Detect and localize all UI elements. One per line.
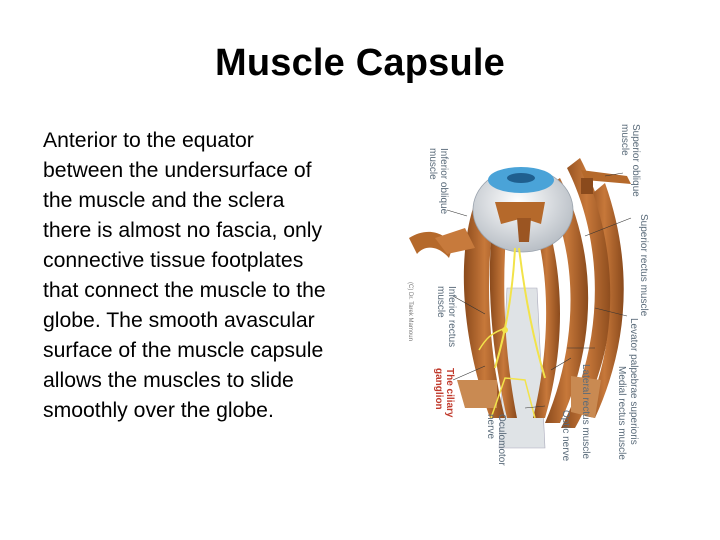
label-optic-nerve: Optic nerve <box>560 410 571 462</box>
label-medial-rectus: Medial rectus muscle <box>616 366 627 460</box>
body-line: connective tissue footplates <box>43 249 304 272</box>
label-lateral-rectus: Lateral rectus muscle <box>580 364 591 460</box>
label-ciliary-ganglion: The ciliary ganglion <box>433 368 455 418</box>
body-line: the muscle and the sclera <box>43 189 285 212</box>
label-superior-rectus: Superior rectus muscle <box>638 214 649 317</box>
label-inferior-oblique: Inferior oblique muscle <box>427 148 449 215</box>
body-line: between the undersurface of <box>43 159 312 182</box>
slide-title: Muscle Capsule <box>214 42 505 84</box>
body-line: there is almost no fascia, only <box>43 219 323 242</box>
body-line: smoothly over the globe. <box>43 399 274 422</box>
label-levator: Levator palpebrae superioris <box>628 318 639 445</box>
body-line: surface of the muscle capsule <box>43 339 324 362</box>
eye-muscle-diagram <box>395 118 675 470</box>
body-line: globe. The smooth avascular <box>43 309 315 332</box>
label-credit: (C) Dr. Tarek Mamoun <box>407 282 413 341</box>
label-inferior-rectus: Inferior rectus muscle <box>435 286 457 348</box>
body-line: Anterior to the equator <box>43 129 254 152</box>
label-oculomotor-nerve: Oculomotor nerve <box>485 414 507 466</box>
label-superior-oblique: Superior oblique muscle <box>619 124 641 197</box>
body-line: allows the muscles to slide <box>43 369 294 392</box>
body-text <box>43 126 373 426</box>
body-line: that connect the muscle to the <box>43 279 326 302</box>
